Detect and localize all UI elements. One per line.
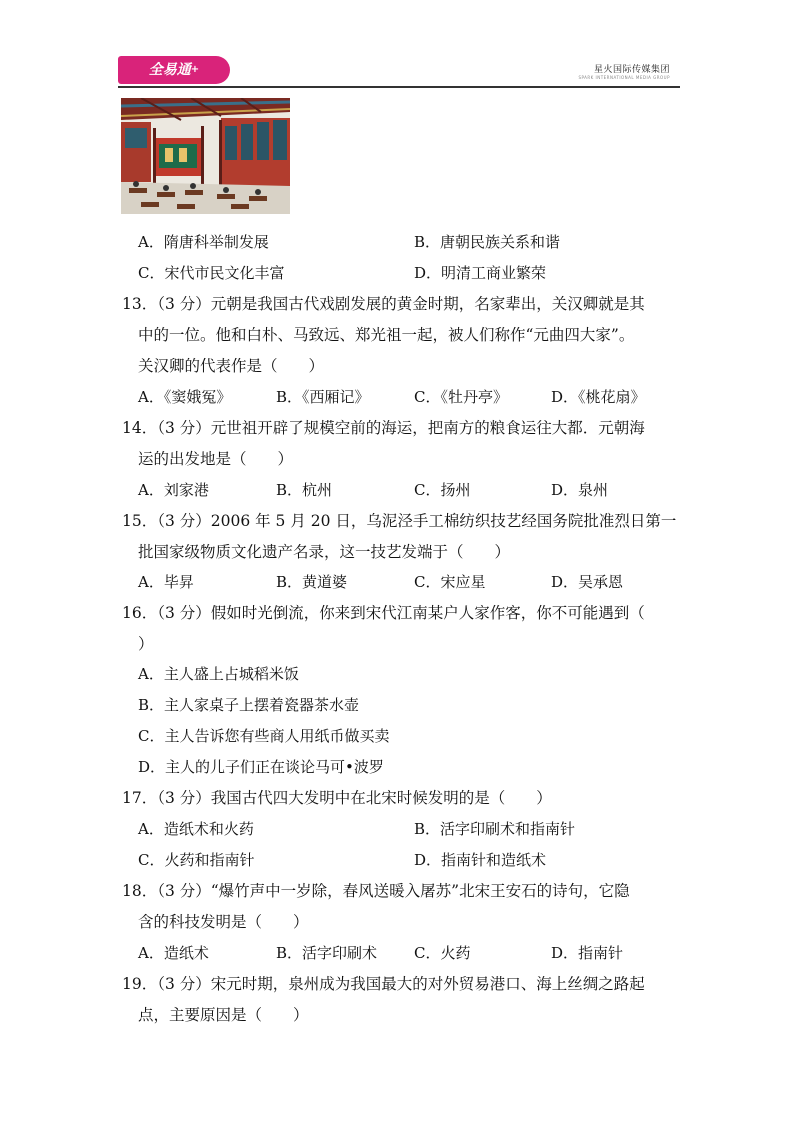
brand-title: 星火国际传媒集团 [593,65,670,75]
q14-option-a: A．刘家港 [138,481,209,499]
q14-option-d: D．泉州 [551,481,609,499]
q18-line2: 含的科技发明是（ ） [138,913,309,931]
q13-line3: 关汉卿的代表作是（ ） [138,357,325,375]
brand-name [578,62,670,80]
q17-option-b: B．活字印刷术和指南针 [414,820,576,838]
q14-line1: 14．（3 分）元世祖开辟了规模空前的海运，把南方的粮食运往大都．元朝海 [122,419,645,437]
q13-line1: 13．（3 分）元朝是我国古代戏剧发展的黄金时期，名家辈出，关汉卿就是其 [122,295,645,313]
q16-line2: ） [138,635,154,653]
q16-line1: 16．（3 分）假如时光倒流，你来到宋代江南某户人家作客，你不可能遇到（ [122,604,645,622]
q15-option-b: B．黄道婆 [276,573,348,591]
theater-illustration [121,98,290,214]
q13-option-d: D．《桃花扇》 [551,388,646,406]
q12-option-a: A．隋唐科举制发展 [138,233,269,251]
q18-option-a: A．造纸术 [138,944,209,962]
q13-option-a: A．《窦娥冤》 [138,388,232,406]
q12-option-c: C．宋代市民文化丰富 [138,264,285,282]
q16-option-d: D．主人的儿子们正在谈论马可•波罗 [138,758,384,776]
q12-option-d: D．明清工商业繁荣 [414,264,547,282]
logo: 全易通+ [118,56,230,84]
q17-option-d: D．指南针和造纸术 [414,851,547,869]
q17-option-c: C．火药和指南针 [138,851,255,869]
q14-line2: 运的出发地是（ ） [138,450,294,468]
q19-line2: 点，主要原因是（ ） [138,1006,309,1024]
q18-line1: 18．（3 分）“爆竹声中一岁除，春风送暖入屠苏”北宋王安石的诗句，它隐 [122,882,630,900]
page-header [118,56,680,88]
q19-line1: 19．（3 分）宋元时期，泉州成为我国最大的对外贸易港口、海上丝绸之路起 [122,975,645,993]
q17-option-a: A．造纸术和火药 [138,820,254,838]
q15-option-c: C．宋应星 [414,573,486,591]
q18-option-c: C．火药 [414,944,471,962]
q16-option-c: C．主人告诉您有些商人用纸币做买卖 [138,727,390,745]
q12-option-b: B．唐朝民族关系和谐 [414,233,561,251]
q14-option-b: B．杭州 [276,481,333,499]
q15-option-a: A．毕昇 [138,573,194,591]
q18-option-d: D．指南针 [551,944,624,962]
q13-option-c: C．《牡丹亭》 [414,388,508,406]
q15-line2: 批国家级物质文化遗产名录，这一技艺发端于（ ） [138,543,511,561]
q16-option-a: A．主人盛上占城稻米饭 [138,665,299,683]
q14-option-c: C．扬州 [414,481,471,499]
logo-text: 全易通 [148,62,191,78]
q17-line1: 17．（3 分）我国古代四大发明中在北宋时候发明的是（ ） [122,789,552,807]
q15-line1: 15．（3 分）2006 年 5 月 20 日，乌泥泾手工棉纺织技艺经国务院批准烈日第一 [122,512,677,530]
q18-option-b: B．活字印刷术 [276,944,378,962]
brand-subtitle: SPARK INTERNATIONAL MEDIA GROUP [578,75,670,80]
q13-line2: 中的一位。他和白朴、马致远、郑光祖一起，被人们称作“元曲四大家”。 [138,326,635,344]
q13-option-b: B．《西厢记》 [276,388,370,406]
q15-option-d: D．吴承恩 [551,573,624,591]
header-rule [118,86,680,88]
q16-option-b: B．主人家桌子上摆着瓷器茶水壶 [138,696,360,714]
